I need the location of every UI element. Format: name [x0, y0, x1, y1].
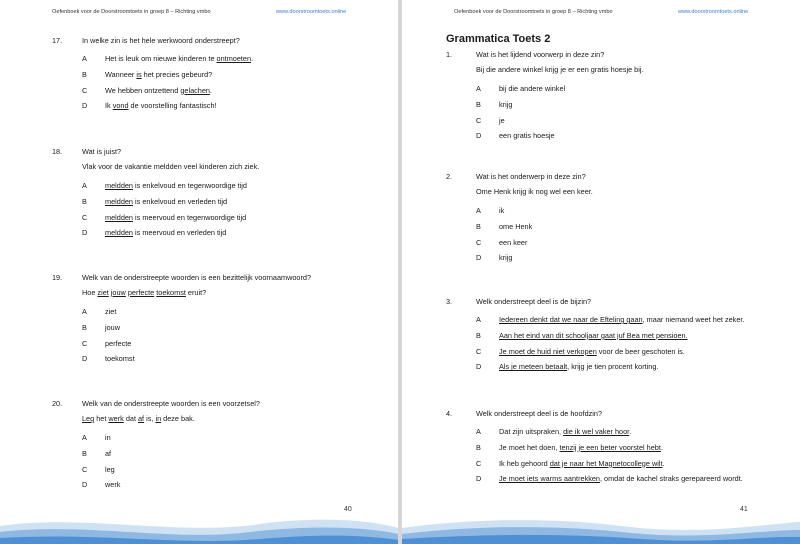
option-text [105, 229, 226, 237]
option-letter: A [476, 315, 481, 324]
underlined-fragment: perfecte [127, 288, 155, 297]
underlined-fragment: meldden [105, 212, 133, 222]
question-number: 18. [52, 147, 63, 156]
answer-option-c[interactable] [82, 466, 398, 474]
page-number: 41 [740, 506, 748, 513]
option-letter: B [476, 330, 481, 340]
page-number: 40 [344, 506, 352, 513]
text-fragment: , maar niemand weet het zeker. [642, 315, 745, 324]
answer-option-d[interactable] [476, 475, 800, 483]
answer-option-b[interactable] [476, 101, 800, 109]
option-text [499, 363, 658, 371]
footer-wave-decoration [0, 506, 398, 544]
answer-option-c[interactable] [476, 239, 800, 247]
text-fragment: het [94, 414, 109, 423]
question-sentence [82, 163, 259, 171]
text-fragment: Het is leuk om nieuwe kinderen te [105, 54, 217, 63]
text-fragment: het precies gebeurd? [141, 69, 213, 79]
right-page [402, 0, 800, 544]
text-fragment: Ik [105, 101, 113, 111]
question-number: 20. [52, 399, 63, 408]
question-prompt: Wat is het lijdend voorwerp in deze zin? [476, 50, 605, 59]
text-fragment: jouw [105, 322, 121, 332]
option-text [105, 71, 212, 79]
option-text [105, 450, 111, 458]
option-letter: A [476, 84, 481, 93]
text-fragment: Vlak voor de vakantie meldden veel kinderen zich ziek. [82, 162, 260, 171]
answer-option-a[interactable] [476, 316, 800, 324]
text-fragment: . [662, 458, 665, 468]
underlined-fragment: meldden [105, 228, 133, 238]
question-prompt: In welke zin is het hele werkwoord onderstreept? [82, 36, 240, 45]
option-letter: C [82, 212, 88, 222]
answer-option-c[interactable] [82, 340, 398, 348]
option-letter: D [476, 474, 482, 484]
text-fragment: . [251, 54, 254, 63]
text-fragment: ziet [105, 307, 117, 316]
question-number: 1. [446, 50, 453, 59]
option-letter: B [82, 196, 87, 206]
option-letter: D [476, 131, 482, 141]
answer-option-d[interactable] [476, 132, 800, 140]
text-fragment: Hoe [82, 288, 98, 297]
question-sentence [476, 66, 644, 74]
option-letter: B [82, 69, 87, 79]
option-letter: B [476, 442, 481, 452]
page-header-title: Oefenboek voor de Doorstroomtoets in groep 8 – Richting vmbo [52, 9, 211, 15]
answer-option-d[interactable] [82, 229, 398, 237]
option-letter: D [476, 362, 482, 372]
option-text [499, 207, 504, 215]
answer-option-d[interactable] [82, 102, 398, 110]
underlined-fragment: af [138, 414, 145, 423]
option-letter: A [82, 54, 87, 63]
text-fragment: Ome Henk krijg ik nog wel een keer. [476, 187, 593, 196]
text-fragment: is enkelvoud en verleden tijd [133, 196, 228, 206]
option-text [499, 239, 527, 247]
option-text [105, 355, 135, 363]
underlined-fragment: die ik wel vaker hoor [563, 427, 630, 436]
answer-option-a[interactable] [82, 182, 398, 190]
option-letter: C [476, 115, 482, 125]
text-fragment: is meervoud en verleden tijd [133, 228, 227, 238]
option-letter: A [82, 433, 87, 442]
option-text [499, 428, 631, 436]
answer-option-b[interactable] [82, 198, 398, 206]
answer-option-d[interactable] [476, 254, 800, 262]
underlined-fragment: is [136, 69, 142, 79]
answer-option-a[interactable] [82, 434, 398, 442]
option-text [105, 434, 111, 442]
answer-option-a[interactable] [476, 85, 800, 93]
text-fragment: leg [105, 464, 115, 474]
option-text [105, 481, 120, 489]
text-fragment: ik [499, 206, 505, 215]
question-prompt: Welk onderstreept deel is de bijzin? [476, 297, 592, 306]
option-letter: B [82, 448, 87, 458]
option-text [105, 198, 227, 206]
underlined-fragment: ontmoeten [216, 54, 252, 63]
option-letter: C [476, 458, 482, 468]
section-title: Grammatica Toets 2 [446, 33, 551, 45]
underlined-fragment: Je moet iets warms aantrekken [499, 474, 600, 484]
text-fragment: , krijg je tien procent korting. [567, 362, 659, 372]
footer-wave-decoration [402, 506, 800, 544]
question-prompt: Wat is het onderwerp in deze zin? [476, 172, 586, 181]
page-header-title: Oefenboek voor de Doorstroomtoets in groep 8 – Richting vmbo [454, 9, 613, 15]
option-letter: A [82, 181, 87, 190]
answer-option-c[interactable] [476, 460, 800, 468]
option-text [499, 316, 744, 324]
option-text [105, 308, 116, 316]
answer-option-c[interactable] [476, 348, 800, 356]
option-text [105, 55, 253, 63]
option-text [105, 466, 115, 474]
text-fragment: dat [123, 414, 138, 423]
option-text [499, 332, 688, 340]
text-fragment: . [209, 85, 212, 95]
underlined-fragment: vond [112, 101, 129, 111]
text-fragment: in [105, 433, 111, 442]
option-letter: D [82, 228, 88, 238]
option-text [499, 348, 685, 356]
underlined-fragment: toekomst [156, 288, 186, 297]
text-fragment: is, [144, 414, 156, 423]
option-text [105, 214, 246, 222]
underlined-fragment: in [155, 414, 162, 423]
text-fragment: voor de beer geschoten is. [596, 346, 685, 356]
text-fragment: werk [105, 480, 121, 490]
underlined-fragment: gelachen [180, 85, 210, 95]
answer-option-d[interactable] [476, 363, 800, 371]
page-header-url[interactable]: www.doorstroomtoets.online [276, 9, 347, 15]
answer-option-b[interactable] [476, 223, 800, 231]
option-text [499, 85, 565, 93]
question-number: 4. [446, 409, 453, 418]
option-letter: C [82, 85, 88, 95]
underlined-fragment: Aan het eind van dit schooljaar gaat juf Bea met pensioen. [499, 330, 688, 340]
option-text [499, 254, 512, 262]
underlined-fragment: ziet [97, 288, 109, 297]
answer-option-d[interactable] [82, 481, 398, 489]
text-fragment: We hebben ontzettend [105, 85, 181, 95]
underlined-fragment: tenzij je een beter voorstel hebt [559, 442, 661, 452]
text-fragment: bij die andere winkel [499, 84, 566, 93]
option-text [105, 102, 217, 110]
answer-option-d[interactable] [82, 355, 398, 363]
text-fragment: ome Henk [499, 221, 533, 231]
underlined-fragment: Je moet de huid niet verkopen [499, 346, 597, 356]
text-fragment: Dat zijn uitspraken, [499, 427, 564, 436]
option-letter: B [476, 99, 481, 109]
question-number: 17. [52, 36, 63, 45]
option-letter: D [476, 253, 482, 263]
option-text [499, 132, 555, 140]
option-text [499, 444, 663, 452]
option-text [105, 340, 131, 348]
option-letter: B [476, 221, 481, 231]
answer-option-c[interactable] [476, 117, 800, 125]
option-letter: C [476, 237, 482, 247]
text-fragment: perfecte [105, 338, 132, 348]
underlined-fragment: Iedereen denkt dat we naar de Efteling gaan [499, 315, 643, 324]
option-text [105, 324, 120, 332]
option-letter: D [82, 101, 88, 111]
option-text [499, 101, 512, 109]
option-letter: B [82, 322, 87, 332]
underlined-fragment: Als je meteen betaalt [499, 362, 568, 372]
option-letter: D [82, 480, 88, 490]
question-sentence [82, 289, 206, 297]
question-prompt: Welk van de onderstreepte woorden is een bezittelijk voornaamwoord? [82, 273, 312, 282]
underlined-fragment: jouw [110, 288, 126, 297]
question-prompt: Welk van de onderstreepte woorden is een voorzetsel? [82, 399, 260, 408]
answer-option-a[interactable] [82, 55, 398, 63]
question-prompt: Welk onderstreept deel is de hoofdzin? [476, 409, 603, 418]
option-text [105, 182, 247, 190]
text-fragment: Ik heb gehoord [499, 458, 550, 468]
text-fragment: is enkelvoud en tegenwoordige tijd [133, 181, 247, 190]
question-number: 19. [52, 273, 63, 282]
answer-option-b[interactable] [82, 324, 398, 332]
option-letter: C [476, 346, 482, 356]
answer-option-a[interactable] [476, 207, 800, 215]
underlined-fragment: meldden [105, 181, 133, 190]
text-fragment: Je moet het doen, [499, 442, 560, 452]
text-fragment: af [105, 448, 112, 458]
option-letter: A [82, 307, 87, 316]
text-fragment: is meervoud en tegenwoordige tijd [133, 212, 247, 222]
answer-option-b[interactable] [82, 71, 398, 79]
option-text [499, 223, 532, 231]
underlined-fragment: dat je naar het Magnetocollege wilt [549, 458, 663, 468]
text-fragment: de voorstelling fantastisch! [128, 101, 217, 111]
answer-option-a[interactable] [476, 428, 800, 436]
text-fragment: . [660, 442, 663, 452]
answer-option-b[interactable] [476, 444, 800, 452]
text-fragment: . [629, 427, 632, 436]
option-letter: A [476, 206, 481, 215]
answer-option-b[interactable] [82, 450, 398, 458]
question-number: 3. [446, 297, 453, 306]
option-letter: A [476, 427, 481, 436]
text-fragment: Wanneer [105, 69, 137, 79]
underlined-fragment: meldden [105, 196, 133, 206]
option-text [499, 460, 665, 468]
option-text [499, 475, 743, 483]
text-fragment: een gratis hoesje [499, 131, 555, 141]
option-letter: D [82, 354, 88, 364]
text-fragment: krijg [499, 253, 513, 263]
question-number: 2. [446, 172, 453, 181]
left-page [0, 0, 398, 544]
answer-option-c[interactable] [82, 87, 398, 95]
question-sentence [476, 188, 593, 196]
text-fragment: een keer [499, 237, 528, 247]
text-fragment: krijg [499, 99, 513, 109]
text-fragment: deze bak. [161, 414, 195, 423]
question-sentence [82, 415, 195, 423]
option-letter: C [82, 464, 88, 474]
question-prompt: Wat is juist? [82, 147, 122, 156]
text-fragment: , omdat de kachel straks gerepareerd wordt. [599, 474, 743, 484]
answer-option-c[interactable] [82, 214, 398, 222]
page-header-url[interactable]: www.doorstroomtoets.online [678, 9, 749, 15]
text-fragment: Bij die andere winkel krijg je er een gratis hoesje bij. [476, 65, 644, 74]
text-fragment: je [499, 115, 505, 125]
underlined-fragment: werk [108, 414, 124, 423]
underlined-fragment: Leg [82, 414, 95, 423]
answer-option-b[interactable] [476, 332, 800, 340]
option-text [105, 87, 212, 95]
text-fragment: toekomst [105, 354, 135, 364]
answer-option-a[interactable] [82, 308, 398, 316]
text-fragment: eruit? [185, 288, 207, 297]
option-text [499, 117, 505, 125]
option-letter: C [82, 338, 88, 348]
